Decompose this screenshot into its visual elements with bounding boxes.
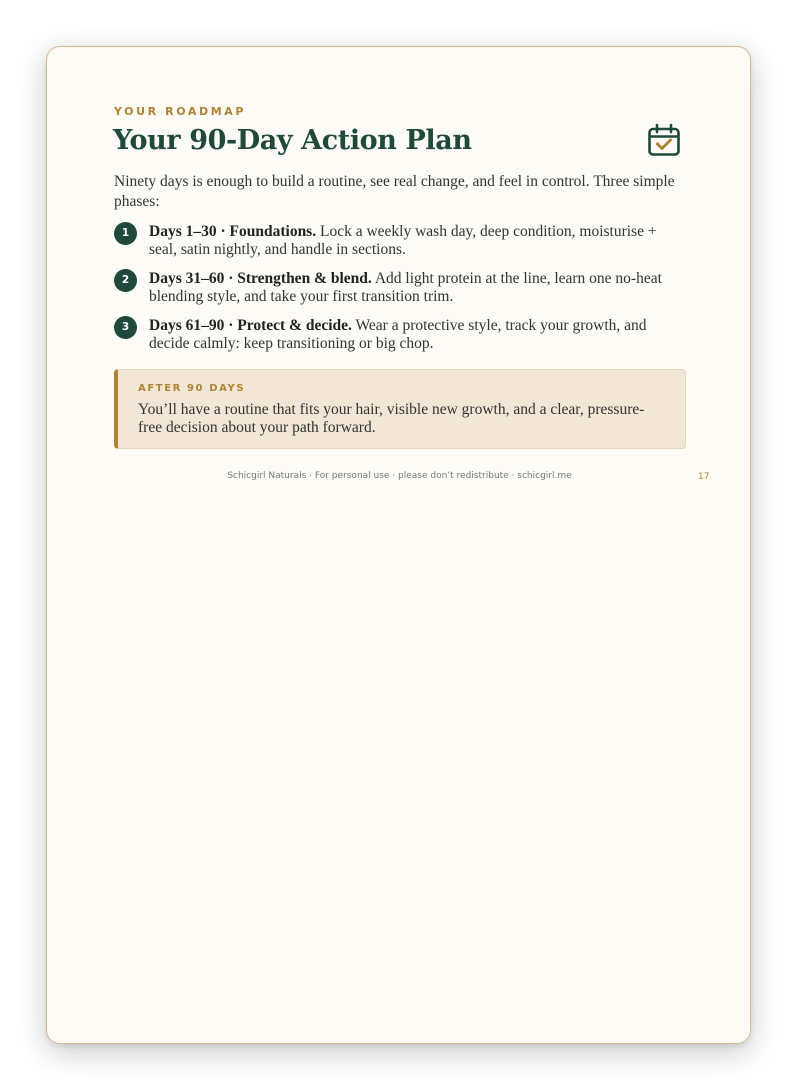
step-text: Wear a protective style, track your growth, and decide calmly: keep transitioning or big chop. <box>149 317 647 352</box>
page-title: Your 90-Day Action Plan <box>113 125 472 156</box>
step-number-badge: 1 <box>114 222 137 245</box>
step-heading: Days 1–30 · Foundations. <box>149 223 317 240</box>
after-90-days-callout <box>114 369 686 449</box>
step-text: Add light protein at the line, learn one no-heat blending style, and take your first transition trim. <box>149 270 662 305</box>
step-text: Lock a weekly wash day, deep condition, moisturise + seal, satin nightly, and handle in sections. <box>149 223 657 258</box>
page-number: 17 <box>698 472 710 482</box>
step-heading: Days 31–60 · Strengthen & blend. <box>149 270 372 287</box>
callout-text: You’ll have a routine that fits your hair, visible new growth, and a clear, pressure-free decision about your path forward. <box>138 401 645 436</box>
step-description <box>149 223 684 259</box>
intro-paragraph: Ninety days is enough to build a routine, see real change, and feel in control. Three simple phases: <box>114 173 675 210</box>
page-footer: Schicgirl Naturals · For personal use · please don’t redistribute · schicgirl.me <box>227 471 572 481</box>
step-description <box>149 270 684 306</box>
document-page <box>46 46 751 1044</box>
calendar-check-icon <box>647 123 681 157</box>
step-heading: Days 61–90 · Protect & decide. <box>149 317 352 334</box>
callout-label: AFTER 90 DAYS <box>138 383 246 394</box>
section-eyebrow: YOUR ROADMAP <box>114 105 247 118</box>
step-number-badge: 3 <box>114 316 137 339</box>
step-number-badge: 2 <box>114 269 137 292</box>
step-description <box>149 317 684 353</box>
